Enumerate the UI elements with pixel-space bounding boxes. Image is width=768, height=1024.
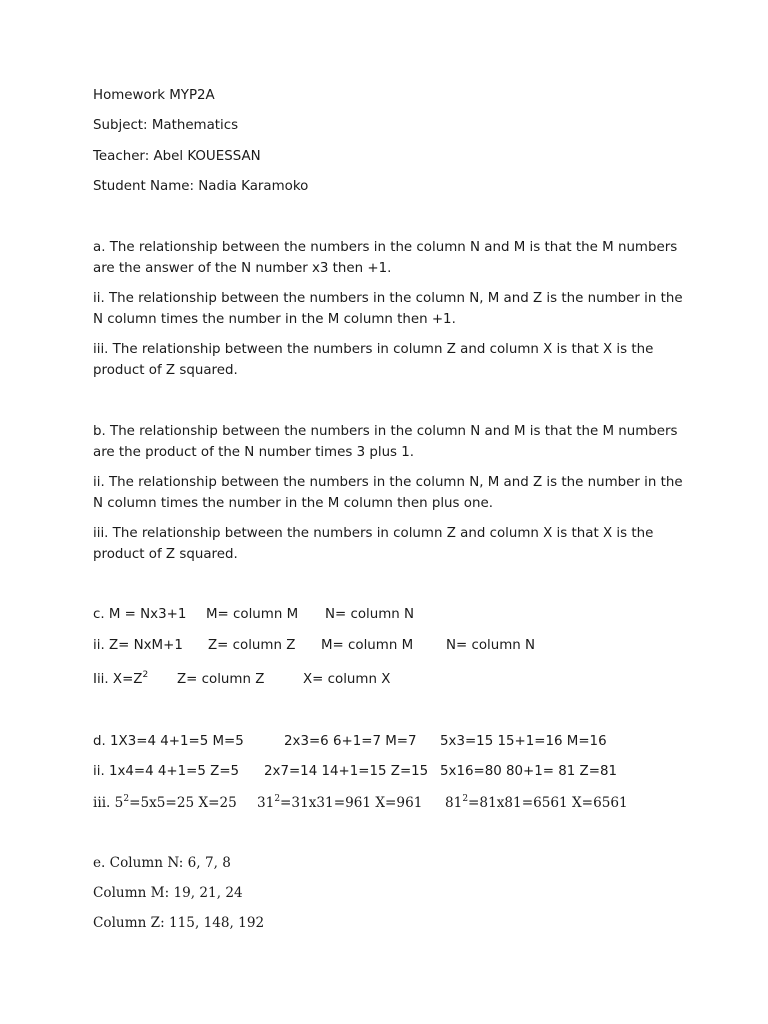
column-n-values: e. Column N: 6, 7, 8 xyxy=(93,855,231,871)
definition-x: X= column X xyxy=(303,672,391,687)
calc-x-3 xyxy=(445,793,628,813)
exponent: 2 xyxy=(142,670,149,680)
definition-z: Z= column Z xyxy=(208,638,296,653)
calc-m-1: d. 1X3=4 4+1=5 M=5 xyxy=(93,734,244,749)
calc-x-1-rest: =5x5=25 X=25 xyxy=(129,795,237,811)
section-b-part-ii: ii. The relationship between the numbers in the column N, M and Z is the number in the N column times the number in the M column then plus one. xyxy=(93,475,683,511)
calc-m-2: 2x3=6 6+1=7 M=7 xyxy=(284,734,417,749)
definition-m: M= column M xyxy=(206,607,299,622)
section-a-part-iii: iii. The relationship between the numbers in column Z and column X is that X is the product of Z squared. xyxy=(93,342,654,378)
definition-n: N= column N xyxy=(325,607,415,622)
formula-x xyxy=(93,670,148,690)
calc-x-2-rest: =31x31=961 X=961 xyxy=(280,795,423,811)
calc-z-1: ii. 1x4=4 4+1=5 Z=5 xyxy=(93,764,240,779)
exponent: 2 xyxy=(274,794,281,804)
section-b-part-iii: iii. The relationship between the numbers in column Z and column X is that X is the product of Z squared. xyxy=(93,526,654,562)
calc-x-2 xyxy=(257,793,422,813)
definition-z: Z= column Z xyxy=(177,672,265,687)
formula-m: c. M = Nx3+1 xyxy=(93,607,187,622)
section-b-part-i: b. The relationship between the numbers in the column N and M is that the M numbers are the product of the N number times 3 plus 1. xyxy=(93,424,678,460)
section-a-part-i: a. The relationship between the numbers in the column N and M is that the M numbers are the answer of the N number x3 then +1. xyxy=(93,240,678,276)
calc-z-2: 2x7=14 14+1=15 Z=15 xyxy=(264,764,429,779)
calc-x-2-base: 31 xyxy=(257,795,275,811)
calc-x-1 xyxy=(93,793,237,813)
exponent: 2 xyxy=(123,794,130,804)
calc-x-1-base: iii. 5 xyxy=(93,795,124,811)
calc-x-3-rest: =81x81=6561 X=6561 xyxy=(468,795,628,811)
formula-x-base: Iii. X=Z xyxy=(93,672,143,687)
teacher-line: Teacher: Abel KOUESSAN xyxy=(93,149,261,164)
column-z-values: Column Z: 115, 148, 192 xyxy=(93,915,265,931)
homework-title: Homework MYP2A xyxy=(93,88,215,103)
calc-z-3: 5x16=80 80+1= 81 Z=81 xyxy=(440,764,617,779)
exponent: 2 xyxy=(462,794,469,804)
subject-line: Subject: Mathematics xyxy=(93,118,239,133)
column-m-values: Column M: 19, 21, 24 xyxy=(93,885,243,901)
section-a-part-ii: ii. The relationship between the numbers in the column N, M and Z is the number in the N column times the number in the M column then +1. xyxy=(93,291,683,327)
calc-x-3-base: 81 xyxy=(445,795,463,811)
formula-z: ii. Z= NxM+1 xyxy=(93,638,183,653)
calc-m-3: 5x3=15 15+1=16 M=16 xyxy=(440,734,607,749)
definition-n: N= column N xyxy=(446,638,536,653)
definition-m: M= column M xyxy=(321,638,414,653)
student-name-line: Student Name: Nadia Karamoko xyxy=(93,179,309,194)
